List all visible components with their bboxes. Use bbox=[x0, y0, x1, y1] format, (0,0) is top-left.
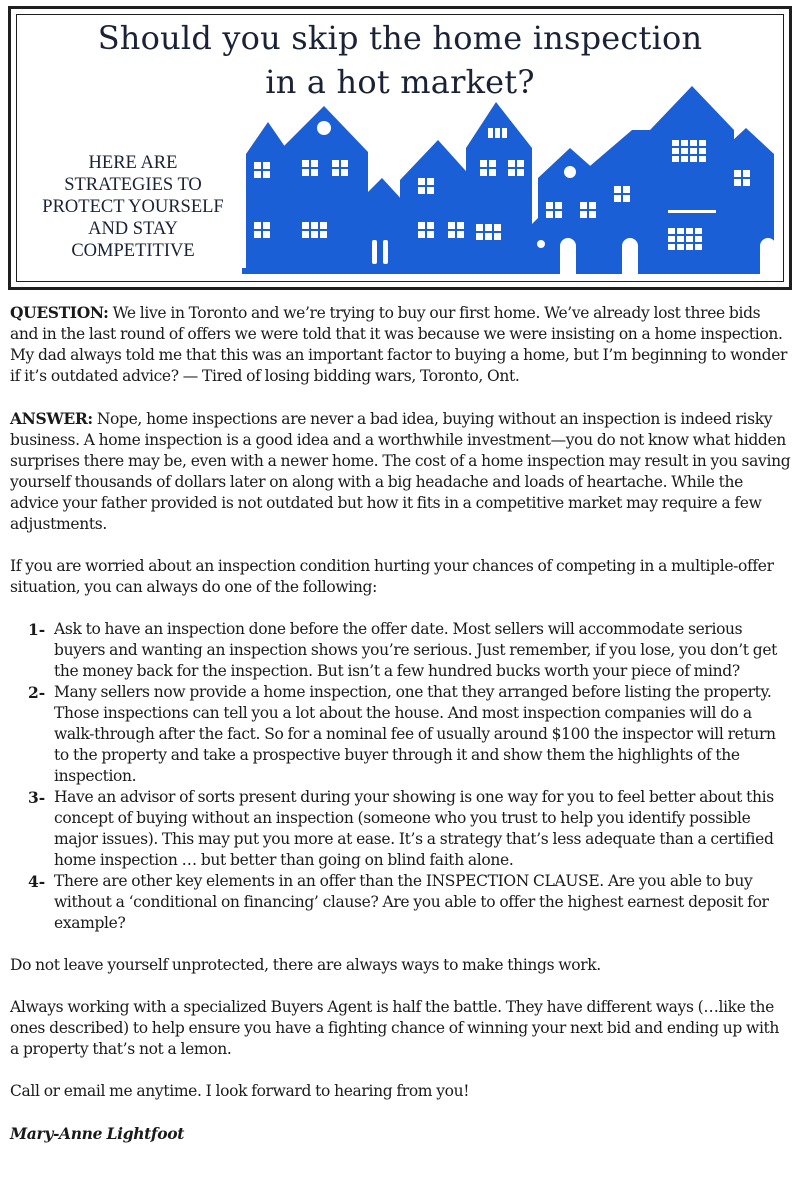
list-item-text: Ask to have an inspection done before the offer date. Most sellers will accommodate serious buyers and wanting an inspection shows you’re serious. Just remember, if you lose, you don’t get the money back for the inspection. But isn’t a few hundred bucks worth your piece of mind? bbox=[54, 620, 778, 680]
list-item bbox=[10, 787, 792, 871]
title-line-2: in a hot market? bbox=[265, 63, 535, 101]
closing-paragraph-3: Call or email me anytime. I look forward to hearing from you! bbox=[10, 1082, 470, 1100]
header-subtitle bbox=[28, 152, 238, 262]
list-item bbox=[10, 619, 792, 682]
question-paragraph bbox=[10, 302, 792, 387]
list-item-number: 2- bbox=[28, 683, 46, 702]
list-item-text: Many sellers now provide a home inspection, one that they arranged before listing the property. Those inspections can tell you a lot about the house. And most inspection companies will do a walk-through after the fact. So for a nominal fee of usually around $100 the inspector will return to the property and take a prospective buyer through it and show them the highlights of the inspection. bbox=[54, 683, 776, 785]
closing-paragraph-1: Do not leave yourself unprotected, there are always ways to make things work. bbox=[10, 956, 601, 974]
strategy-list bbox=[10, 619, 792, 934]
list-item-number: 1- bbox=[28, 620, 46, 639]
house-skyline-illustration bbox=[240, 82, 776, 274]
list-item bbox=[10, 871, 792, 934]
subtitle-line: PROTECT YOURSELF bbox=[42, 197, 224, 217]
list-item-text: Have an advisor of sorts present during your showing is one way for you to feel better about this concept of buying without an inspection (someone who you trust to help you identify possible major issues). This may put you more at ease. It’s a strategy that’s less adequate than a certified home inspection … but better than going on blind faith alone. bbox=[54, 788, 774, 869]
article-body bbox=[10, 302, 792, 1165]
author-signature: Mary-Anne Lightfoot bbox=[10, 1124, 185, 1143]
closing-paragraph-2: Always working with a specialized Buyers Agent is half the battle. They have different ways (…like the ones described) to help ensure you have a fighting chance of winning your next bid and ending up with a property that’s not a lemon. bbox=[10, 998, 780, 1058]
subtitle-line: STRATEGIES TO bbox=[64, 175, 202, 195]
intro-paragraph: If you are worried about an inspection condition hurting your chances of competing in a multiple-offer situation, you can always do one of the following: bbox=[10, 557, 774, 596]
list-item-number: 3- bbox=[28, 788, 46, 807]
answer-text: Nope, home inspections are never a bad idea, buying without an inspection is indeed risky business. A home inspection is a good idea and a worthwhile investment—you do not know what hidden surprises there may be, even with a newer home. The cost of a home inspection may result in you saving yourself thousands of dollars later on along with a big headache and loads of heartache. While the advice your father provided is not outdated but how it fits in a competitive market may require a few adjustments. bbox=[10, 410, 791, 533]
question-label: QUESTION: bbox=[10, 303, 109, 322]
answer-label: ANSWER: bbox=[10, 409, 93, 428]
subtitle-line: AND STAY bbox=[88, 219, 178, 239]
question-text: We live in Toronto and we’re trying to buy our first home. We’ve already lost three bids and in the last round of offers we were told that it was because we were insisting on a home inspection. My dad always told me that this was an important factor to buying a home, but I’m beginning to wonder if it’s outdated advice? — Tired of losing bidding wars, Toronto, Ont. bbox=[10, 304, 788, 385]
list-item-text: There are other key elements in an offer than the INSPECTION CLAUSE. Are you able to buy without a ‘conditional on financing’ clause? Are you able to offer the highest earnest deposit for example? bbox=[54, 872, 769, 932]
subtitle-line: HERE ARE bbox=[88, 153, 178, 173]
list-item bbox=[10, 682, 792, 787]
list-item-number: 4- bbox=[28, 872, 46, 891]
subtitle-line: COMPETITIVE bbox=[71, 241, 195, 261]
title-line-1: Should you skip the home inspection bbox=[97, 19, 703, 57]
answer-paragraph bbox=[10, 408, 792, 535]
